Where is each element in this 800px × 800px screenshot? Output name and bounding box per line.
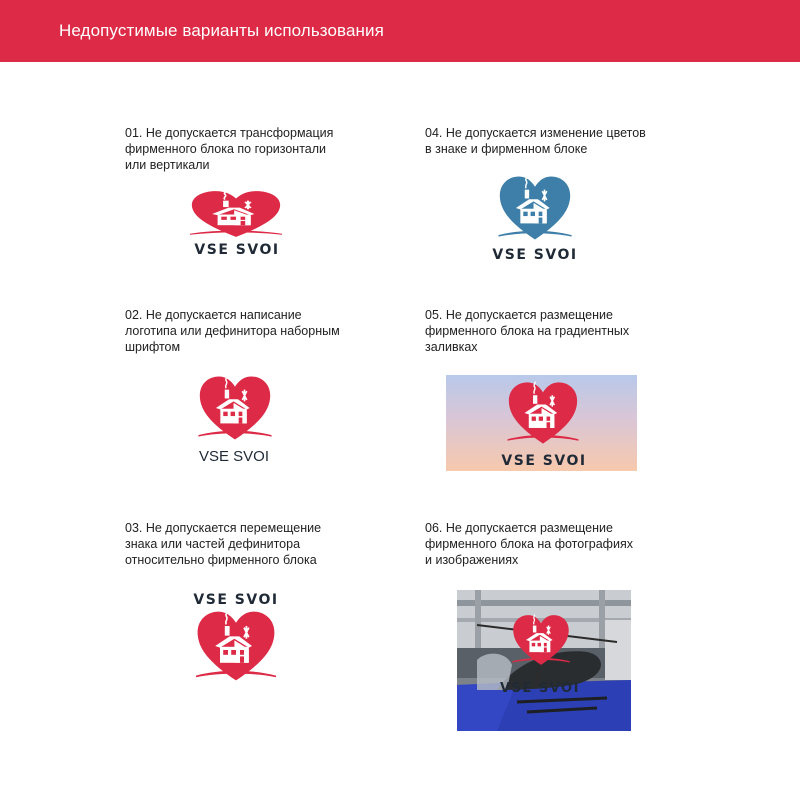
wordmark: VSE SVOI xyxy=(500,681,580,696)
rule-text: 03. Не допускается перемещение знака или частей дефинитора относительно фирменного блока xyxy=(125,521,322,567)
rule-text: 04. Не допускается изменение цветов в знаке и фирменном блоке xyxy=(425,126,646,156)
rule-02 xyxy=(125,307,385,355)
rule-01 xyxy=(125,125,385,173)
rule-text: 06. Не допускается размещение фирменного блока на фотографиях и изображениях xyxy=(425,521,633,567)
wordmark: VSE SVOI xyxy=(194,242,280,258)
rule-06 xyxy=(425,520,685,568)
logo-stretched xyxy=(182,190,292,260)
wordmark: VSE SVOI xyxy=(198,448,270,465)
logo-on-gradient xyxy=(499,381,589,471)
page-title: Недопустимые варианты использования xyxy=(59,21,384,40)
logo-on-photo xyxy=(500,614,580,696)
logo-typeset xyxy=(190,375,280,467)
wordmark: VSE SVOI xyxy=(501,453,587,469)
rule-text: 05. Не допускается размещение фирменного блока на градиентных заливках xyxy=(425,308,630,354)
wordmark: VSE SVOI xyxy=(193,592,279,608)
rule-text: 01. Не допускается трансформация фирменного блока по горизонтали или вертикали xyxy=(125,126,334,172)
wordmark: VSE SVOI xyxy=(492,247,578,263)
rule-05 xyxy=(425,307,685,355)
page-header xyxy=(0,0,800,62)
logo-displaced xyxy=(188,588,284,683)
rule-03 xyxy=(125,520,385,568)
rule-04 xyxy=(425,125,685,157)
rule-text: 02. Не допускается написание логотипа или дефинитора наборным шрифтом xyxy=(125,308,340,354)
logo-recolored xyxy=(490,175,580,267)
